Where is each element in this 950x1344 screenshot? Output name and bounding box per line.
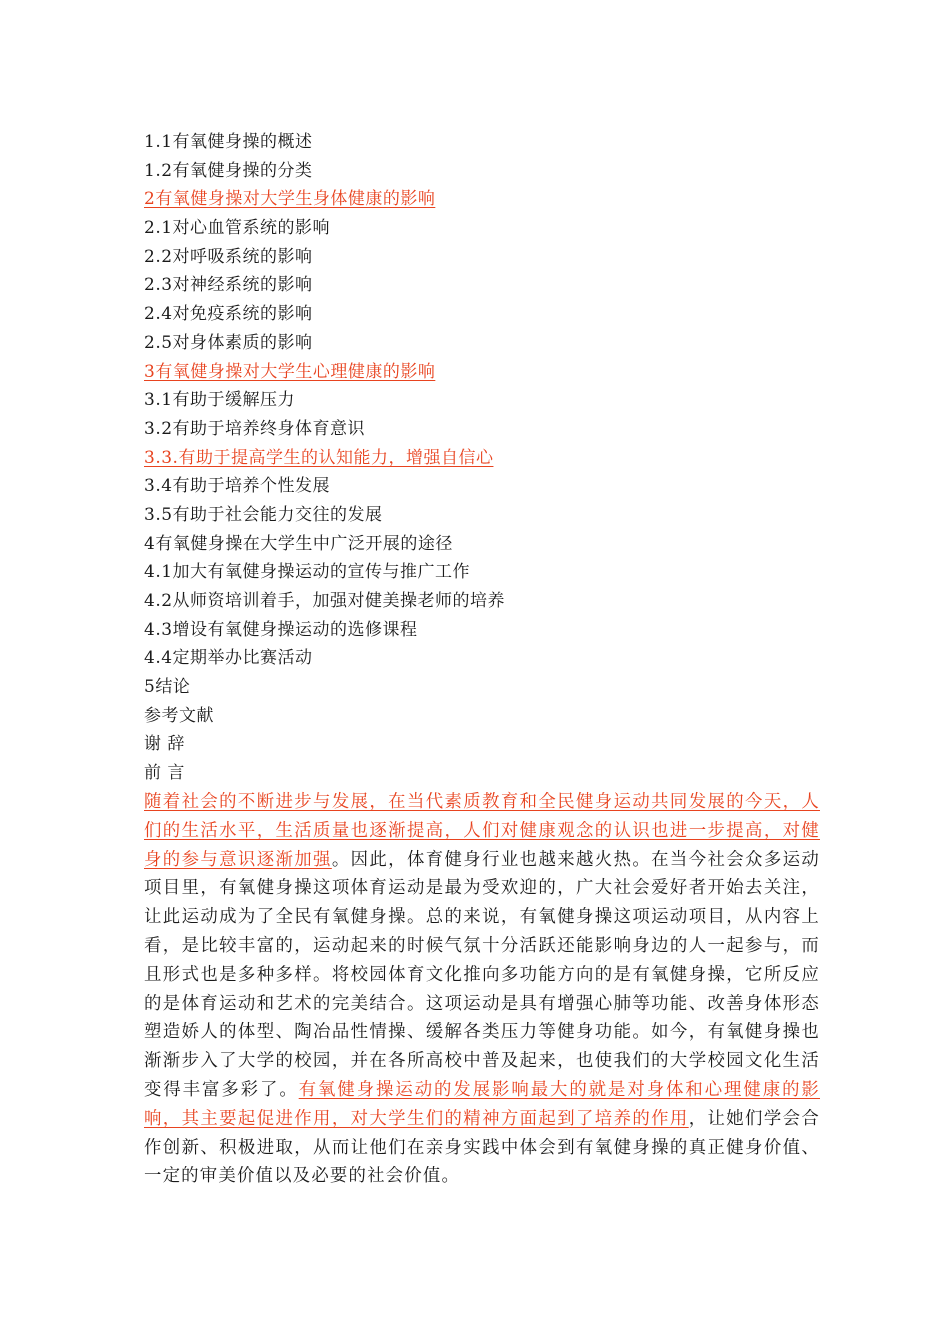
toc-entry [144,558,824,587]
toc-entry [144,587,824,616]
toc-entry-text: 3.2有助于培养终身体育意识 [144,418,366,439]
toc-entry [144,501,824,530]
toc-entry-text: 4.4定期举办比赛活动 [144,648,313,669]
table-of-contents [144,128,824,788]
toc-entry [144,358,824,387]
toc-entry-text: 2.1对心血管系统的影响 [144,218,331,239]
toc-entry-highlighted-text: 2有氧健身操对大学生身体健康的影响 [144,189,436,210]
toc-entry-text: 2.2对呼吸系统的影响 [144,246,313,267]
toc-entry [144,271,824,300]
toc-entry-text: 4有氧健身操在大学生中广泛开展的途径 [144,533,453,554]
preface-paragraph [144,788,820,1191]
text-segment: ，让她们学会合作创新、积极进取，从而让他们在亲身实践中体会到有氧健身操的真正健身价值、一定的审美价值以及必要的社会价值。 [144,1108,820,1187]
toc-entry-text: 2.3对神经系统的影响 [144,275,313,296]
toc-entry-text: 2.5对身体素质的影响 [144,332,313,353]
toc-entry [144,214,824,243]
toc-entry-text: 3.1有助于缓解压力 [144,390,296,411]
toc-entry-text: 3.5有助于社会能力交往的发展 [144,504,383,525]
toc-entry-text: 2.4对免疫系统的影响 [144,304,313,325]
toc-entry [144,530,824,559]
toc-entry-highlighted-text: 3.3.有助于提高学生的认知能力，增强自信心 [144,447,494,468]
highlighted-text-segment: 随着社会的不断进步与发展，在当代素质教育和全民健身运动共同发展的今天，人们的生活水平，生活质量也逐渐提高，人们对健康观念的认识也进一步提高，对健身的参与意识逐渐加强 [144,792,820,870]
toc-entry [144,759,824,788]
toc-entry [144,644,824,673]
toc-entry-highlighted-text: 3有氧健身操对大学生心理健康的影响 [144,361,436,382]
highlighted-text-segment: 有氧健身操运动的发展影响最大的就是对身体和心理健康的影响，其主要起促进作用，对大学生们的精神方面起到了培养的作用 [144,1079,820,1129]
toc-entry [144,616,824,645]
toc-entry [144,472,824,501]
toc-entry-text: 5结论 [144,677,191,698]
toc-entry [144,415,824,444]
toc-entry-text: 3.4有助于培养个性发展 [144,476,331,497]
toc-entry [144,673,824,702]
toc-entry-text: 参考文献 [144,705,214,726]
toc-entry [144,730,824,759]
toc-entry-text: 1.1有氧健身操的概述 [144,132,313,152]
toc-entry [144,185,824,214]
text-segment: 。因此，体育健身行业也越来越火热。在当今社会众多运动项目里，有氧健身操这项体育运动是最为受欢迎的，广大社会爱好者开始去关注，让此运动成为了全民有氧健身操。总的来说，有氧健身操这项运动项目，从内容上看，是比较丰富的，运动起来的时候气氛十分活跃还能影响身边的人一起参与，而且形式也是多种多样。将校园体育文化推向多功能方向的是有氧健身操，它所反应的是体育运动和艺术的完美结合。这项运动是具有增强心肺等功能、改善身体形态塑造娇人的体型、陶冶品性情操、缓解各类压力等健身功能。如今，有氧健身操也渐渐步入了大学的校园，并在各所高校中普及起来，也使我们的大学校园文化生活变得丰富多彩了。 [144,849,820,1100]
toc-entry-text: 谢 辞 [144,734,185,755]
toc-entry-text: 前 言 [144,763,185,784]
toc-entry-text: 4.1加大有氧健身操运动的宣传与推广工作 [144,562,471,583]
toc-entry [144,157,824,186]
toc-entry [144,702,824,731]
toc-entry-text: 4.3增设有氧健身操运动的选修课程 [144,619,418,640]
toc-entry [144,300,824,329]
toc-entry-text: 4.2从师资培训着手，加强对健美操老师的培养 [144,591,506,611]
toc-entry [144,128,824,157]
toc-entry-text: 1.2有氧健身操的分类 [144,160,313,181]
toc-entry [144,329,824,358]
toc-entry [144,444,824,473]
toc-entry [144,243,824,272]
toc-entry [144,386,824,415]
